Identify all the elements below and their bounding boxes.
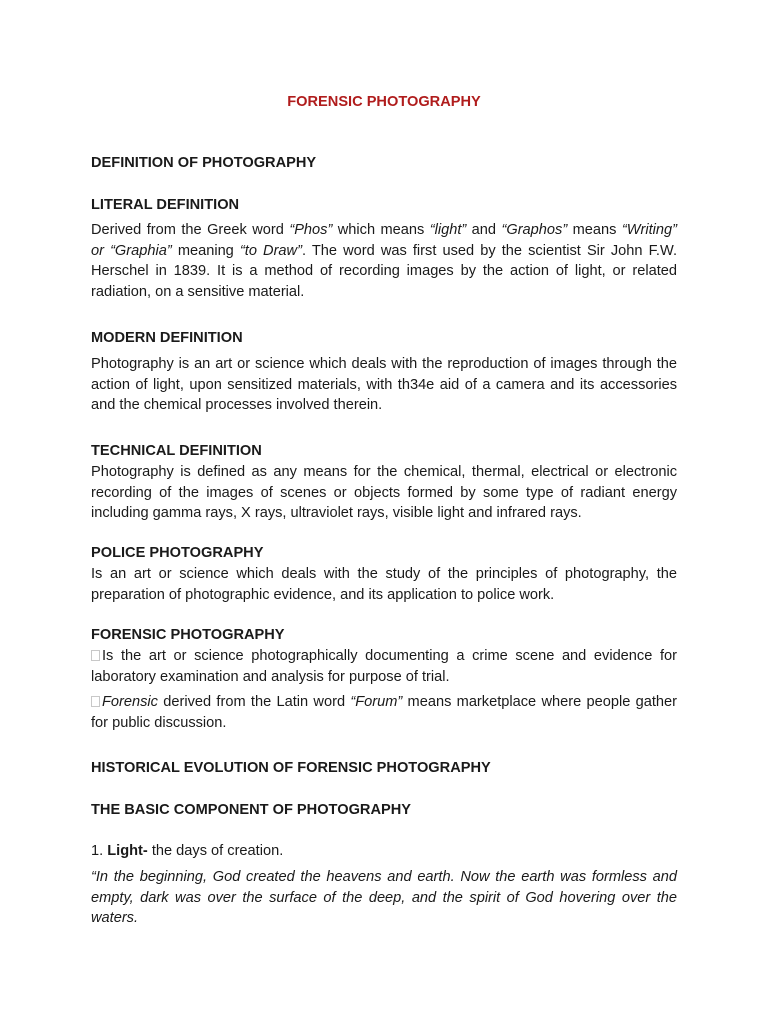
paragraph-modern-definition: Photography is an art or science which deals with the reproduction of images through the action of light, upon sensitized materials, with th34e aid of a camera and its accessories and the chemical processes involved therein. bbox=[91, 356, 677, 414]
heading-forensic-photography: FORENSIC PHOTOGRAPHY bbox=[91, 627, 285, 643]
paragraph-technical-definition: Photography is defined as any means for the chemical, thermal, electrical or electronic recording of the images of scenes or objects formed by some type of radiant energy including gamma rays, X rays, ultraviolet rays, visible light and infrared rays. bbox=[91, 464, 677, 522]
heading-literal-definition: LITERAL DEFINITION bbox=[91, 197, 240, 213]
heading-technical-definition: TECHNICAL DEFINITION bbox=[91, 443, 262, 459]
heading-police-photography: POLICE PHOTOGRAPHY bbox=[91, 545, 264, 561]
bullet-forensic-definition: Is the art or science photographically documenting a crime scene and evidence for laboratory examination and analysis for purpose of trial. bbox=[91, 648, 677, 685]
heading-basic-component: THE BASIC COMPONENT OF PHOTOGRAPHY bbox=[91, 802, 412, 818]
quote-genesis: “In the beginning, God created the heavens and earth. Now the earth was formless and empty, dark was over the surface of the deep, and the spirit of God hovering over the waters. bbox=[91, 869, 677, 927]
paragraph-police-photography: Is an art or science which deals with the study of the principles of photography, the preparation of photographic evidence, and its application to police work. bbox=[91, 566, 677, 603]
bullet-box-icon bbox=[91, 650, 100, 661]
paragraph-literal-definition: Derived from the Greek word “Phos” which means “light” and “Graphos” means “Writing” or “Graphia” meaning “to Draw”. The word was first used by the scientist Sir John F.W. Herschel in 1839. It is a method of recording images by the action of light, or related radiation, on a sensitive material. bbox=[91, 222, 678, 300]
heading-historical-evolution: HISTORICAL EVOLUTION OF FORENSIC PHOTOGRAPHY bbox=[91, 760, 491, 776]
bullet-box-icon bbox=[91, 696, 100, 707]
document-title: FORENSIC PHOTOGRAPHY bbox=[287, 94, 481, 110]
list-item-light: 1. Light- the days of creation. bbox=[91, 843, 284, 859]
bullet-forensic-etymology: Forensic derived from the Latin word “Forum” means marketplace where people gather for public discussion. bbox=[91, 694, 677, 731]
heading-modern-definition: MODERN DEFINITION bbox=[91, 330, 243, 346]
heading-definition-of-photography: DEFINITION OF PHOTOGRAPHY bbox=[91, 155, 317, 171]
